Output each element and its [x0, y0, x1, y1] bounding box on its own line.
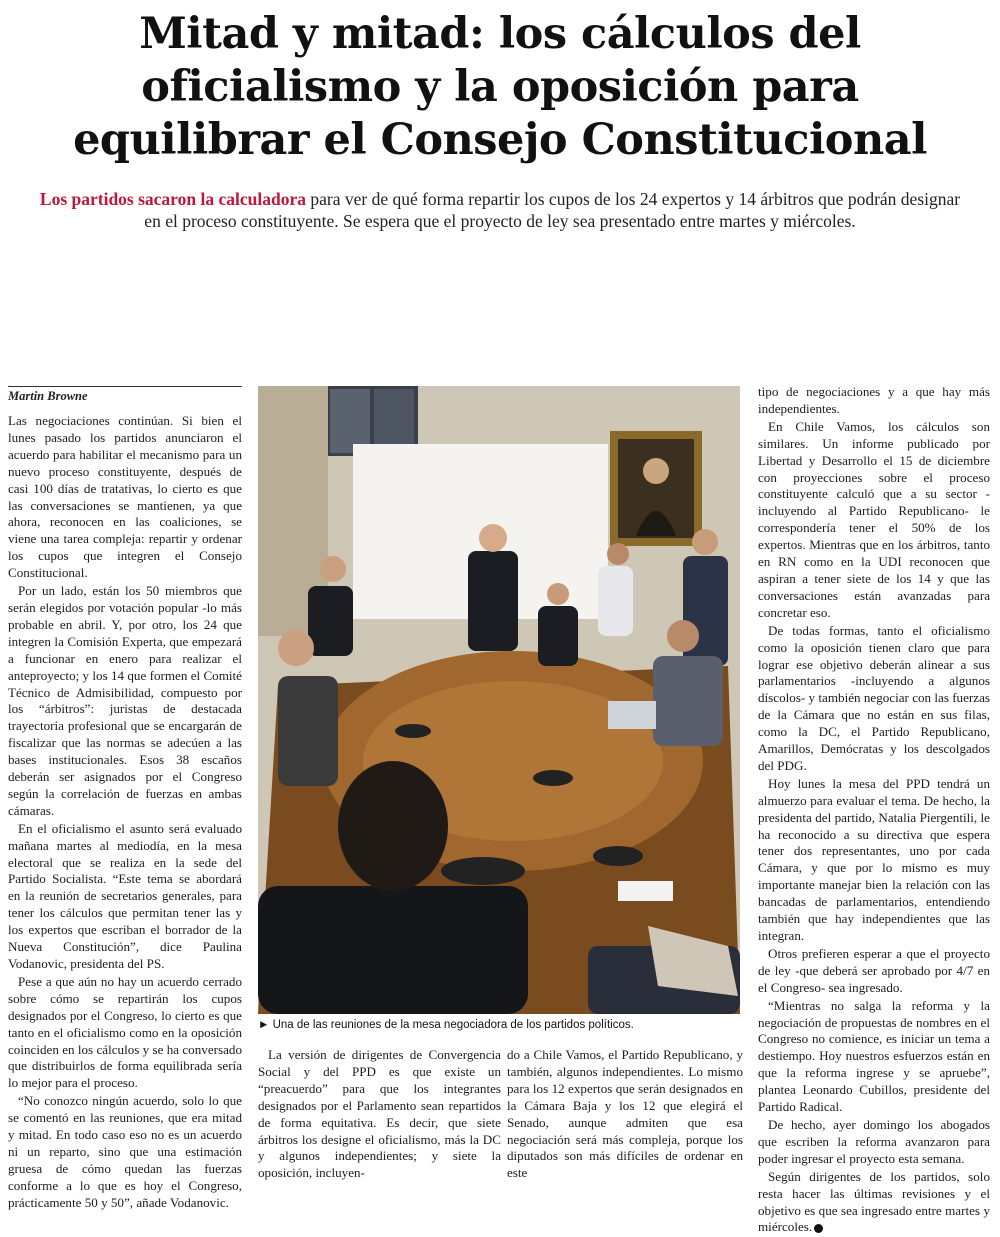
standfirst-text: para ver de qué forma repartir los cupos de los 24 expertos y 14 árbitros que podrán designar en el proceso constituyente. Se espera que el proyecto de ley sea presentado entre martes y miércoles.: [144, 189, 961, 231]
paragraph: tipo de negociaciones y a que hay más independientes.: [758, 384, 990, 416]
paragraph: La versión de dirigentes de Convergencia Social y del PPD es que existe un “preacuerdo” para que los integrantes designados por el Parlamento sean repartidos de forma equitativa. Es decir, que siete árbitros los designe el oficialismo, más la DC y algunos independientes; y siete la oposición, incluyen-: [258, 1047, 501, 1181]
photo-caption: [258, 1019, 740, 1031]
byline-rule: [8, 386, 242, 387]
paragraph: De todas formas, tanto el oficialismo como la oposición tienen claro que para lograr ese objetivo deberán alinear a sus parlamentarios -incluyendo a algunos díscolos- y también negociar con las fuerzas de la Cámara que no están en sus filas, como la DC, el Partido Republicano, Amarillos, Demócratas y los descolgados del PDG.: [758, 622, 990, 773]
headline: [20, 8, 980, 167]
end-of-article-icon: [814, 1224, 823, 1233]
paragraph: Otros prefieren esperar a que el proyecto de ley -que deberá ser aprobado por 4/7 en el Congreso- sea ingresado.: [758, 945, 990, 995]
paragraph: En el oficialismo el asunto será evaluado mañana martes al mediodía, en la mesa electoral que se realiza en la sede del Partido Socialista. “Este tema se abordará en la reunión de secretarios generales, para tener los cálculos que permitan tener las y los expertos que escriban el borrador de la Nueva Constitución”, dice Paulina Vodanovic, presidenta del PS.: [8, 820, 242, 971]
article-column-1: [8, 413, 242, 1213]
headline-line-2: oficialismo y la oposición para: [141, 62, 859, 112]
paragraph: Hoy lunes la mesa del PPD tendrá un almuerzo para evaluar el tema. De hecho, la presidenta del partido, Natalia Piergentili, le ha reconocido a su directiva que espera tener dos representantes, uno por cada Cámara, y que por lo mismo es muy importante manejar bien la relación con las bancadas de parlamentarios, entendiendo también que hay independientes que las integran.: [758, 775, 990, 943]
article-column-2: [258, 1047, 501, 1183]
meeting-photo-illustration: [258, 386, 740, 1014]
paragraph: Pese a que aún no hay un acuerdo cerrado sobre cómo se repartirán los cupos designados por el Congreso, lo cierto es que tanto en el oficialismo como en la oposición coinciden en los cálculos y se ha conversado que distribuirlos de forma equilibrada sería lo mejor para el proceso.: [8, 973, 242, 1091]
paragraph: Las negociaciones continúan. Si bien el lunes pasado los partidos anunciaron el acuerdo para habilitar el mecanismo para un nuevo proceso constituyente, después de casi 100 días de tratativas, lo cierto es que las conversaciones se mantienen, ya que ahora, reconocen en las coaliciones, se viene una tarea compleja: repartir y ordenar los cupos que integren el Consejo Constitucional.: [8, 413, 242, 581]
standfirst: [30, 188, 970, 232]
paragraph: do a Chile Vamos, el Partido Republicano, y también, algunos independientes. Lo mismo para los 12 expertos que serán designados en la Cámara Baja y los 12 que elegirá el Senado, aunque admiten que esa negociación será más compleja, porque los diputados son más difíciles de ordenar en este: [507, 1047, 743, 1181]
paragraph: “No conozco ningún acuerdo, solo lo que se comentó en las reuniones, que era mitad y mitad. En todo caso eso no es un acuerdo ni un reparto, sino que una estimación gruesa de cómo quedan las fuerzas conforme a lo que es hoy el Congreso, prácticamente 50 y 50”, añade Vodanovic.: [8, 1093, 242, 1210]
paragraph: De hecho, ayer domingo los abogados que escriben la reforma avanzaron para poder ingresar el proyecto esta semana.: [758, 1116, 990, 1166]
news-photo: [258, 386, 740, 1014]
headline-line-1: Mitad y mitad: los cálculos del: [139, 9, 861, 59]
article-column-4: [758, 384, 990, 1237]
article-column-3: [507, 1047, 743, 1183]
paragraph-text: Según dirigentes de los partidos, solo resta hacer las últimas revisiones y el objetivo es que sea ingresado entre martes y miércoles.: [758, 1168, 990, 1235]
paragraph: “Mientras no salga la reforma y la negociación de propuestas de nombres en el Congreso no comience, es iniciar un tema a destiempo. Hoy nuestros esfuerzos están en que la reforma ingrese y se apruebe”, plantea Leonardo Cubillos, presidente del Partido Radical.: [758, 997, 990, 1115]
paragraph: Por un lado, están los 50 miembros que serán elegidos por votación popular -lo más probable en abril. Y, por otro, los 24 que integren la Comisión Experta, que empezará a funcionar en enero para realizar el anteproyecto; y los 14 que formen el Comité Técnico de Admisibilidad, compuesto por los “árbitros”: juristas de destacada trayectoria profesional que se encargarán de fiscalizar que las normas se adecúen a las bases institucionales. Esos 38 escaños deberán ser asignados por el Congreso según la correlación de fuerzas en ambas cámaras.: [8, 583, 242, 818]
paragraph: En Chile Vamos, los cálculos son similares. Un informe publicado por Libertad y Desarrollo el 15 de diciembre con proyecciones sobre el proceso constituyente calculó que a su sector -incluyendo al Partido Republicano- le correspondería tener el 50% de los expertos. Mientras que en los árbitros, tanto en RN como en la UDI reconocen que aspiran a tener siete de los 14 y que las conversaciones están avanzadas para concretar eso.: [758, 418, 990, 620]
headline-line-3: equilibrar el Consejo Constitucional: [73, 115, 927, 165]
standfirst-lead: Los partidos sacaron la calculadora: [39, 189, 306, 209]
caption-marker-icon: ►: [258, 1019, 270, 1031]
byline: Martin Browne: [8, 389, 88, 403]
caption-text: Una de las reuniones de la mesa negociadora de los partidos políticos.: [272, 1019, 634, 1031]
paragraph: [758, 1169, 990, 1237]
